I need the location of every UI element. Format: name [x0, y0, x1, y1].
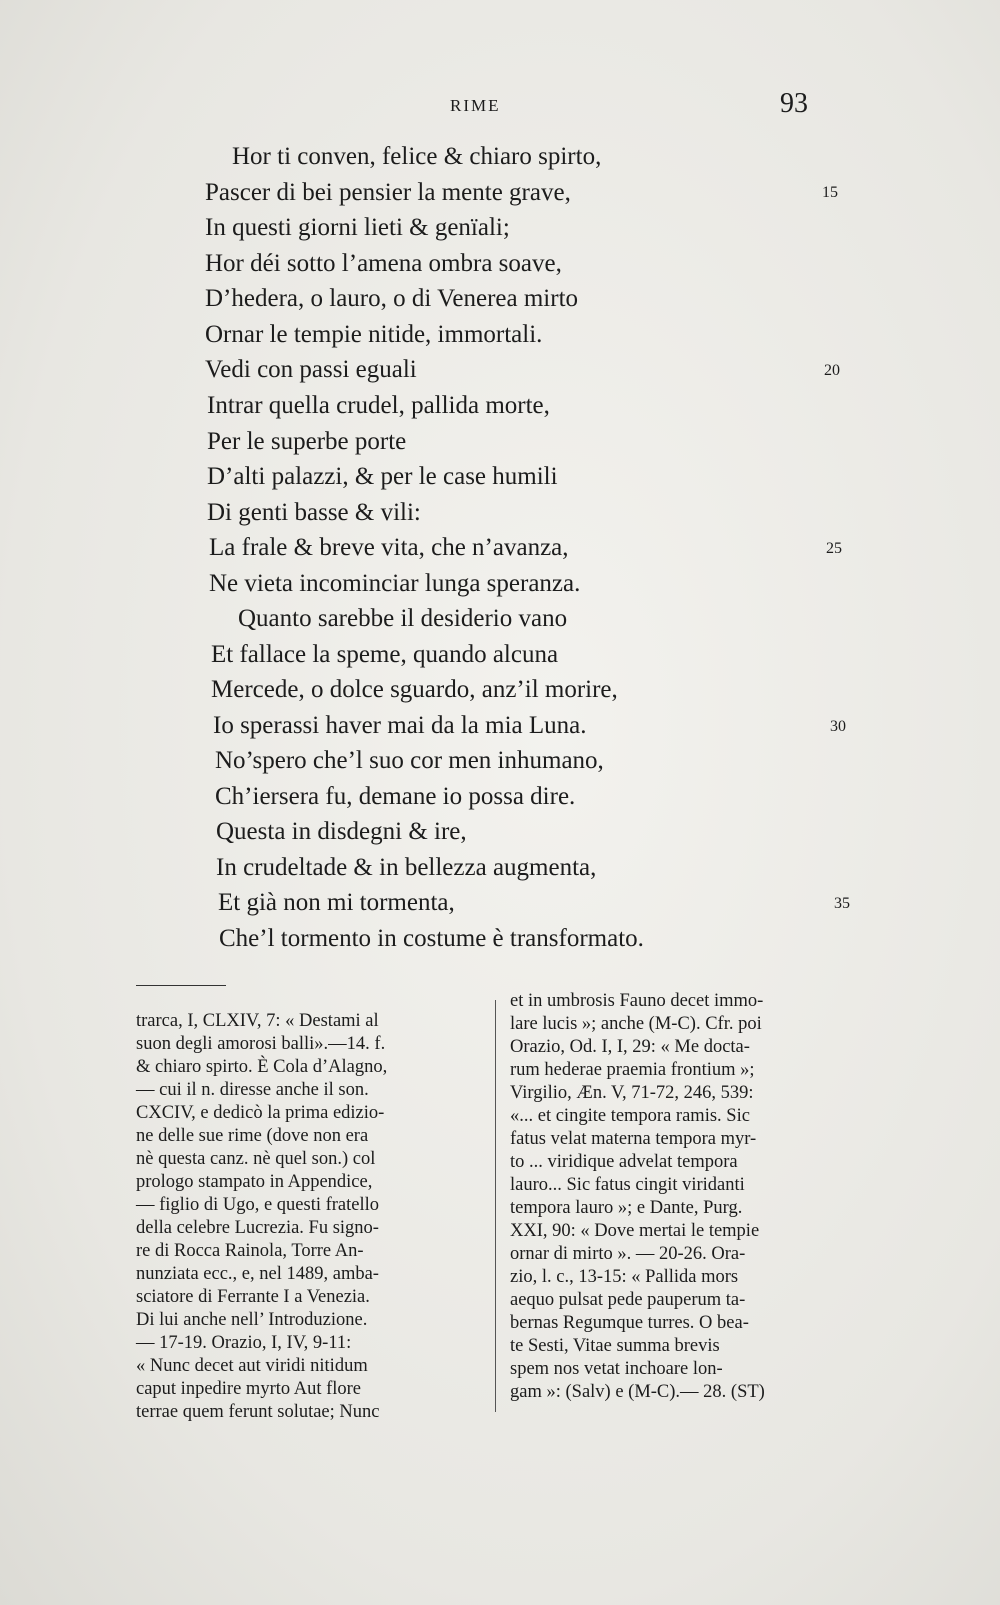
- note-line-right: spem nos vetat inchoare lon-: [510, 1359, 723, 1379]
- verse-line: Quanto sarebbe il desiderio vano: [238, 605, 568, 632]
- note-line-right: te Sesti, Vitae summa brevis: [510, 1336, 720, 1356]
- note-line-left: — 17-19. Orazio, I, IV, 9-11:: [136, 1333, 352, 1353]
- verse-line: Ch’iersera fu, demane io possa dire.: [215, 783, 576, 810]
- verse-line: Intrar quella crudel, pallida morte,: [207, 392, 550, 419]
- note-line-left: suon degli amorosi balli».—14. f.: [136, 1034, 386, 1054]
- verse-line: D’alti palazzi, & per le case humili: [207, 463, 558, 490]
- note-line-right: lare lucis »; anche (M-C). Cfr. poi: [510, 1014, 762, 1034]
- note-line-left: nunziata ecc., e, nel 1489, amba-: [136, 1264, 379, 1284]
- note-line-right: lauro... Sic fatus cingit viridanti: [510, 1175, 745, 1195]
- note-line-right: fatus velat materna tempora myr-: [510, 1129, 757, 1149]
- line-number: 30: [830, 718, 846, 735]
- note-line-left: & chiaro spirto. È Cola d’Alagno,: [136, 1057, 388, 1077]
- footnote-rule: [136, 985, 226, 986]
- verse-line: Ornar le tempie nitide, immortali.: [205, 321, 543, 348]
- note-line-left: sciatore di Ferrante I a Venezia.: [136, 1287, 370, 1307]
- page-number: 93: [780, 88, 808, 119]
- note-line-left: — figlio di Ugo, e questi fratello: [136, 1195, 380, 1215]
- verse-line: In questi giorni lieti & genïali;: [205, 214, 510, 241]
- running-head: RIME: [450, 96, 501, 115]
- note-line-left: « Nunc decet aut viridi nitidum: [136, 1356, 368, 1376]
- note-line-right: aequo pulsat pede pauperum ta-: [510, 1290, 746, 1310]
- verse-line: Pascer di bei pensier la mente grave,: [205, 179, 571, 206]
- verse-line: Di genti basse & vili:: [207, 499, 421, 526]
- note-line-left: della celebre Lucrezia. Fu signo-: [136, 1218, 379, 1238]
- note-line-right: to ... viridique advelat tempora: [510, 1152, 738, 1172]
- verse-line: La frale & breve vita, che n’avanza,: [209, 534, 569, 561]
- verse-line: Et già non mi tormenta,: [218, 889, 455, 916]
- verse-line: Hor ti conven, felice & chiaro spirto,: [232, 143, 602, 170]
- note-line-right: XXI, 90: « Dove mertai le tempie: [510, 1221, 760, 1241]
- note-line-left: CXCIV, e dedicò la prima edizio-: [136, 1103, 385, 1123]
- verse-line: Io sperassi haver mai da la mia Luna.: [213, 712, 587, 739]
- note-line-right: zio, l. c., 13-15: « Pallida mors: [510, 1267, 739, 1287]
- line-number: 25: [826, 540, 842, 557]
- verse-line: Mercede, o dolce sguardo, anz’il morire,: [211, 676, 618, 703]
- note-line-left: re di Rocca Rainola, Torre An-: [136, 1241, 364, 1261]
- line-number: 20: [824, 362, 840, 379]
- verse-line: D’hedera, o lauro, o di Venerea mirto: [205, 285, 579, 312]
- verse-line: Per le superbe porte: [207, 428, 407, 455]
- note-line-left: terrae quem ferunt solutae; Nunc: [136, 1402, 380, 1422]
- verse-line: Et fallace la speme, quando alcuna: [211, 641, 559, 668]
- verse-line: Hor déi sotto l’amena ombra soave,: [205, 250, 562, 277]
- note-line-left: Di lui anche nell’ Introduzione.: [136, 1310, 368, 1330]
- note-line-left: prologo stampato in Appendice,: [136, 1172, 373, 1192]
- line-number: 35: [834, 895, 850, 912]
- note-line-left: trarca, I, CLXIV, 7: « Destami al: [136, 1011, 379, 1031]
- note-line-right: gam »: (Salv) e (M-C).— 28. (ST): [510, 1382, 765, 1402]
- note-line-left: caput inpedire myrto Aut flore: [136, 1379, 362, 1399]
- note-line-right: tempora lauro »; e Dante, Purg.: [510, 1198, 743, 1218]
- verse-line: Vedi con passi eguali: [205, 356, 417, 383]
- note-line-left: nè questa canz. nè quel son.) col: [136, 1149, 376, 1169]
- note-line-right: bernas Regumque turres. O bea-: [510, 1313, 749, 1333]
- note-line-right: Virgilio, Æn. V, 71-72, 246, 539:: [510, 1083, 754, 1103]
- note-line-left: ne delle sue rime (dove non era: [136, 1126, 369, 1146]
- verse-line: Ne vieta incominciar lunga speranza.: [209, 570, 581, 597]
- verse-line: In crudeltade & in bellezza augmenta,: [216, 854, 597, 881]
- note-line-right: «... et cingite tempora ramis. Sic: [510, 1106, 750, 1126]
- note-line-right: rum hederae praemia frontium »;: [510, 1060, 755, 1080]
- note-line-left: — cui il n. diresse anche il son.: [136, 1080, 369, 1100]
- note-line-right: Orazio, Od. I, I, 29: « Me docta-: [510, 1037, 750, 1057]
- note-line-right: et in umbrosis Fauno decet immo-: [510, 991, 764, 1011]
- note-line-right: ornar di mirto ». — 20-26. Ora-: [510, 1244, 746, 1264]
- verse-line: Questa in disdegni & ire,: [216, 818, 467, 845]
- column-divider: [495, 1000, 496, 1412]
- verse-line: Che’l tormento in costume è transformato.: [219, 925, 644, 952]
- line-number: 15: [822, 184, 838, 201]
- verse-line: No’spero che’l suo cor men inhumano,: [215, 747, 604, 774]
